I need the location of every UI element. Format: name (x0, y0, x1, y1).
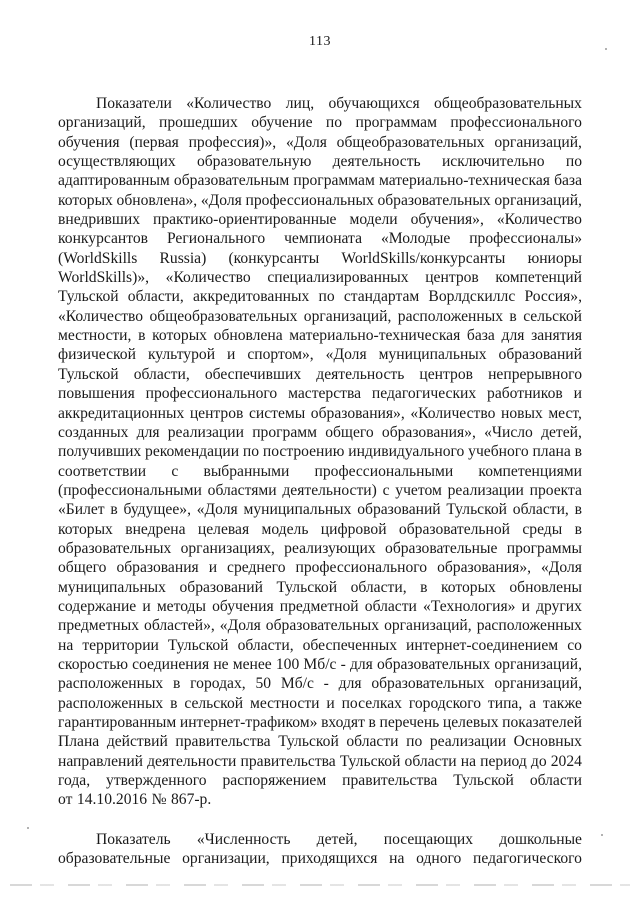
paragraph (58, 94, 582, 810)
paragraph-gap (58, 810, 582, 830)
text-line: организаций, прошедших обучение по программам профессионального (58, 114, 582, 132)
text-line: от 14.10.2016 № 867-р. (58, 791, 212, 809)
text-line: осуществляющих образовательную деятельность исключительно по (58, 153, 582, 171)
text-line: гарантированным интернет-трафиком» входят в перечень целевых показателей (58, 714, 582, 731)
scan-artifact-line (10, 884, 630, 886)
text-line: (профессиональными областями деятельности) с учетом реализации проекта (58, 481, 582, 499)
text-line: расположенных в сельской местности и поселках городского типа, а также (58, 694, 582, 712)
text-line: на территории Тульской области, обеспеченных интернет-соединением со (58, 636, 582, 654)
text-line: образовательные организации, приходящихся на одного педагогического (58, 850, 582, 868)
scan-speck (601, 834, 603, 836)
text-line: получивших рекомендации по построению индивидуального учебного плана в (58, 443, 582, 461)
text-line: местности, в которых обновлена материально-техническая база для занятия (58, 327, 582, 345)
text-line: «Количество общеобразовательных организаций, расположенных в сельской (58, 307, 582, 325)
text-line: соответствии с выбранными профессиональными компетенциями (58, 462, 582, 480)
text-line: WorldSkills)», «Количество специализированных центров компетенций (58, 269, 582, 287)
text-line: адаптированным образовательным программам материально-техническая база (58, 172, 582, 190)
text-line: направлений деятельности правительства Тульской области на период до 2024 (58, 752, 582, 770)
text-line: образовательных организациях, реализующих образовательные программы (58, 539, 582, 557)
text-line: Тульской области, аккредитованных по стандартам Ворлдскиллс Россия», (58, 288, 582, 306)
text-line: обучения (первая профессия)», «Доля общеобразовательных организаций, (58, 133, 582, 151)
scan-speck (605, 48, 607, 50)
text-line: Показатели «Количество лиц, обучающихся общеобразовательных (96, 95, 582, 112)
text-line: муниципальных образований Тульской области, в которых обновлены (58, 578, 582, 596)
text-line: предметных областей», «Доля образовательных организаций, расположенных (58, 617, 582, 635)
text-line: которых обновлена», «Доля профессиональных образовательных организаций, (58, 191, 582, 209)
text-line: аккредитационных центров системы образования», «Количество новых мест, (58, 404, 582, 422)
text-line: внедривших практико-ориентированные модели обучения», «Количество (58, 211, 582, 229)
text-line: повышения профессионального мастерства педагогических работников и (58, 385, 582, 403)
text-line: которых внедрена целевая модель цифровой образовательной среды в (58, 520, 582, 538)
text-line: содержание и методы обучения предметной области «Технология» и других (58, 597, 582, 615)
text-line: физической культурой и спортом», «Доля муниципальных образований (58, 346, 582, 364)
text-line: конкурсантов Регионального чемпионата «Молодые профессионалы» (58, 230, 582, 248)
text-line: созданных для реализации программ общего образования», «Число детей, (58, 423, 582, 441)
text-line: общего образования и среднего профессионального образования», «Доля (58, 559, 582, 577)
text-line: года, утвержденного распоряжением правительства Тульской области (58, 772, 582, 790)
document-body (58, 94, 582, 868)
text-line: Показатель «Численность детей, посещающих дошкольные (96, 830, 582, 848)
text-line: (WorldSkills Russia) (конкурсанты WorldSkills/конкурсанты юниоры (58, 249, 582, 267)
paragraph (58, 830, 582, 869)
scan-speck (27, 827, 29, 829)
text-line: «Билет в будущее», «Доля муниципальных образований Тульской области, в (58, 501, 582, 519)
page-number: 113 (309, 34, 331, 49)
text-line: Тульской области, обеспечивших деятельность центров непрерывного (58, 365, 582, 383)
text-line: скоростью соединения не менее 100 Мб/с - для образовательных организаций, (58, 655, 582, 673)
text-line: расположенных в городах, 50 Мб/с - для образовательных организаций, (58, 675, 582, 693)
text-line: Плана действий правительства Тульской области по реализации Основных (58, 733, 582, 751)
